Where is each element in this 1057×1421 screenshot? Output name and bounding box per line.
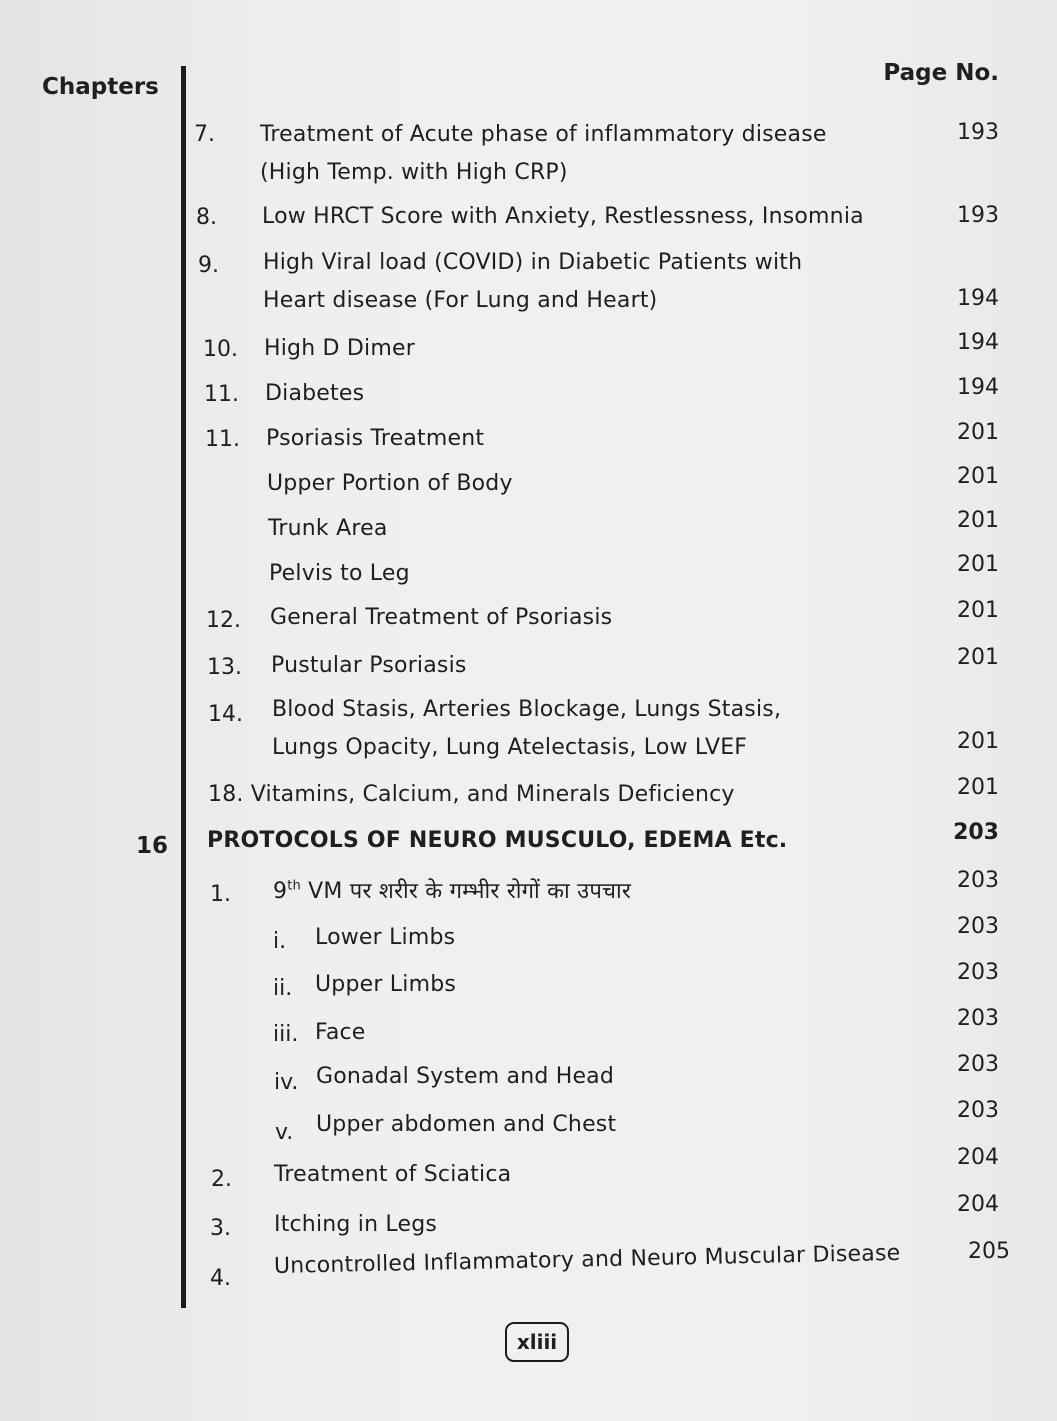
entry-title: 18. Vitamins, Calcium, and Minerals Deficiency xyxy=(208,782,735,807)
entry-page: 203 xyxy=(957,1052,999,1077)
entry-page: 194 xyxy=(957,330,999,355)
page-no-heading: Page No. xyxy=(883,60,999,86)
entry-title: Treatment of Sciatica xyxy=(274,1162,512,1187)
entry-number: v. xyxy=(275,1120,294,1145)
column-divider xyxy=(181,66,186,1308)
entry-page: 194 xyxy=(957,375,999,400)
entry-page: 203 xyxy=(957,1006,999,1031)
entry-title: Pelvis to Leg xyxy=(269,561,410,586)
entry-title: Low HRCT Score with Anxiety, Restlessness, Insomnia xyxy=(262,204,864,229)
entry-page: 203 xyxy=(957,868,999,893)
entry-page: 203 xyxy=(957,960,999,985)
entry-title-continued: (High Temp. with High CRP) xyxy=(260,160,568,185)
entry-number: 3. xyxy=(210,1216,231,1241)
entry-number: iv. xyxy=(274,1070,299,1095)
entry-page: 194 xyxy=(957,286,999,311)
entry-page: 204 xyxy=(957,1145,999,1170)
entry-title: Upper Portion of Body xyxy=(267,471,513,496)
entry-number: 7. xyxy=(194,122,215,147)
chapter-number: 16 xyxy=(136,833,169,859)
entry-title-part: VM पर शरीर के गम्भीर रोगों का उपचार xyxy=(300,879,632,904)
entry-title: Psoriasis Treatment xyxy=(266,426,485,451)
entry-page: 203 xyxy=(957,1098,999,1123)
entry-title: Itching in Legs xyxy=(274,1212,438,1237)
entry-page: 201 xyxy=(957,508,999,533)
entry-number: i. xyxy=(273,929,287,954)
entry-number: 11. xyxy=(204,382,239,407)
entry-number: 14. xyxy=(208,702,243,727)
entry-number: 2. xyxy=(211,1167,232,1192)
entry-number: 1. xyxy=(210,882,231,907)
entry-title: Upper Limbs xyxy=(315,972,457,997)
entry-title: Uncontrolled Inflammatory and Neuro Muscular Disease xyxy=(273,1240,901,1279)
entry-page: 201 xyxy=(957,645,999,670)
entry-page: 201 xyxy=(957,552,999,577)
entry-number: 12. xyxy=(206,608,241,633)
entry-title-continued: Lungs Opacity, Lung Atelectasis, Low LVEF xyxy=(272,735,748,760)
entry-number: iii. xyxy=(273,1022,299,1047)
entry-title-hindi xyxy=(273,875,631,905)
entry-title: Upper abdomen and Chest xyxy=(316,1112,617,1137)
entry-page: 201 xyxy=(957,420,999,445)
entry-page: 205 xyxy=(968,1239,1010,1264)
entry-page: 203 xyxy=(957,914,999,939)
entry-title: Gonadal System and Head xyxy=(316,1064,615,1089)
entry-title: Diabetes xyxy=(265,381,365,406)
chapters-heading: Chapters xyxy=(42,74,159,100)
entry-title-continued: Heart disease (For Lung and Heart) xyxy=(263,288,658,313)
entry-number: 9. xyxy=(198,253,219,278)
entry-title: General Treatment of Psoriasis xyxy=(270,605,613,630)
entry-title: Blood Stasis, Arteries Blockage, Lungs Stasis, xyxy=(272,697,782,722)
entry-number: 8. xyxy=(196,205,217,230)
entry-title: Lower Limbs xyxy=(315,925,456,950)
entry-title-part: 9 xyxy=(273,879,288,904)
entry-number: 10. xyxy=(203,337,238,362)
entry-number: 11. xyxy=(205,427,240,452)
entry-page: 201 xyxy=(957,598,999,623)
chapter-page: 203 xyxy=(953,820,999,845)
entry-title: Treatment of Acute phase of inflammatory disease xyxy=(260,122,827,147)
entry-page: 193 xyxy=(957,203,999,228)
entry-page: 193 xyxy=(957,120,999,145)
entry-title: Trunk Area xyxy=(268,516,388,541)
entry-title: High D Dimer xyxy=(264,336,415,361)
entry-page: 204 xyxy=(957,1192,999,1217)
entry-page: 201 xyxy=(957,729,999,754)
entry-page: 201 xyxy=(957,464,999,489)
entry-number: 13. xyxy=(207,655,242,680)
entry-title: Face xyxy=(315,1020,366,1045)
entry-page: 201 xyxy=(957,775,999,800)
entry-number: 4. xyxy=(210,1266,231,1291)
entry-title-superscript: th xyxy=(287,878,301,894)
page-number-badge: xliii xyxy=(505,1322,569,1362)
entry-number: ii. xyxy=(273,976,293,1001)
entry-title: High Viral load (COVID) in Diabetic Patients with xyxy=(263,250,803,275)
entry-title: Pustular Psoriasis xyxy=(271,653,467,678)
chapter-title: PROTOCOLS OF NEURO MUSCULO, EDEMA Etc. xyxy=(207,828,788,853)
